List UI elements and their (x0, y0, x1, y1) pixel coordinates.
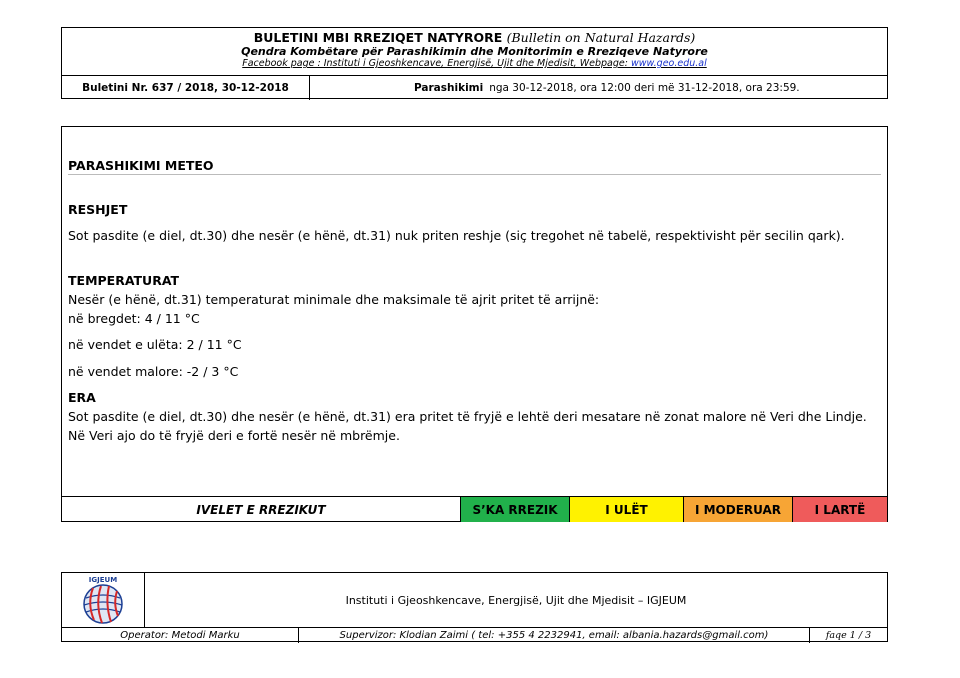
logo-text: IGJEUM (88, 576, 118, 584)
website-link[interactable]: www.geo.edu.al (630, 58, 707, 69)
section-title: PARASHIKIMI METEO (68, 158, 214, 173)
temperature-mountains: në vendet malore: -2 / 3 °C (68, 364, 239, 379)
header-links (62, 58, 887, 69)
risk-level-none: S’KA RREZIK (461, 497, 570, 522)
wind-text-line2: Në Veri ajo do të fryjë deri e fortë nesër në mbrëmje. (68, 428, 400, 443)
footer-info-row (62, 627, 887, 643)
section-divider (68, 174, 881, 175)
institute-name: Instituti i Gjeoshkencave, Energjisë, Ujit dhe Mjedisit – IGJEUM (345, 593, 687, 607)
igjeum-logo (62, 573, 145, 627)
forecast-period: nga 30-12-2018, ora 12:00 deri më 31-12-2018, ora 23:59. (489, 82, 800, 94)
forecast-period-cell (310, 76, 887, 100)
page-number: faqe 1 / 3 (825, 630, 872, 641)
forecast-label: Parashikimi (414, 82, 484, 94)
temperature-intro: Nesër (e hënë, dt.31) temperaturat minimale dhe maksimale të ajrit pritet të arrijnë: (68, 292, 600, 307)
facebook-link[interactable]: Facebook page : Instituti i Gjeoshkencave, Energjisë, Ujit dhe Mjedisit, Webpage: (242, 58, 631, 69)
risk-level-high: I LARTË (793, 497, 887, 522)
center-name: Qendra Kombëtare për Parashikimin dhe Monitorimin e Rreziqeve Natyrore (241, 45, 708, 58)
temperature-title: TEMPERATURAT (68, 273, 180, 288)
bulletin-footer (61, 572, 888, 642)
bulletin-title-text: BULETINI MBI RREZIQET NATYRORE (253, 30, 503, 45)
operator-name: Operator: Metodi Marku (62, 628, 299, 643)
bulletin-info-row (62, 75, 887, 100)
bulletin-title (62, 30, 887, 45)
temperature-coast: në bregdet: 4 / 11 °C (68, 311, 200, 326)
supervisor-contact: Supervizor: Klodian Zaimi ( tel: +355 4 2232941, email: albania.hazards@gmail.com) (299, 628, 810, 643)
risk-levels-label: IVELET E RREZIKUT (62, 497, 461, 522)
bulletin-number: Buletini Nr. 637 / 2018, 30-12-2018 (62, 76, 310, 100)
forecast-box (61, 126, 888, 522)
precipitation-title: RESHJET (68, 202, 128, 217)
risk-levels-row (62, 496, 887, 522)
temperature-lowlands: në vendet e ulëta: 2 / 11 °C (68, 337, 242, 352)
risk-level-low: I ULËT (570, 497, 684, 522)
wind-title: ERA (68, 390, 96, 405)
precipitation-text: Sot pasdite (e diel, dt.30) dhe nesër (e hënë, dt.31) nuk priten reshje (siç tregohet në tabelë, respektivisht për secilin qark). (68, 228, 845, 243)
wind-text-line1: Sot pasdite (e diel, dt.30) dhe nesër (e hënë, dt.31) era pritet të fryjë e lehtë deri mesatare në zonat malore në Veri dhe Lindje. (68, 409, 867, 424)
risk-level-moderate: I MODERUAR (684, 497, 793, 522)
bulletin-header (61, 27, 888, 99)
globe-logo-icon (73, 574, 133, 626)
bulletin-title-english: (Bulletin on Natural Hazards) (506, 30, 696, 45)
